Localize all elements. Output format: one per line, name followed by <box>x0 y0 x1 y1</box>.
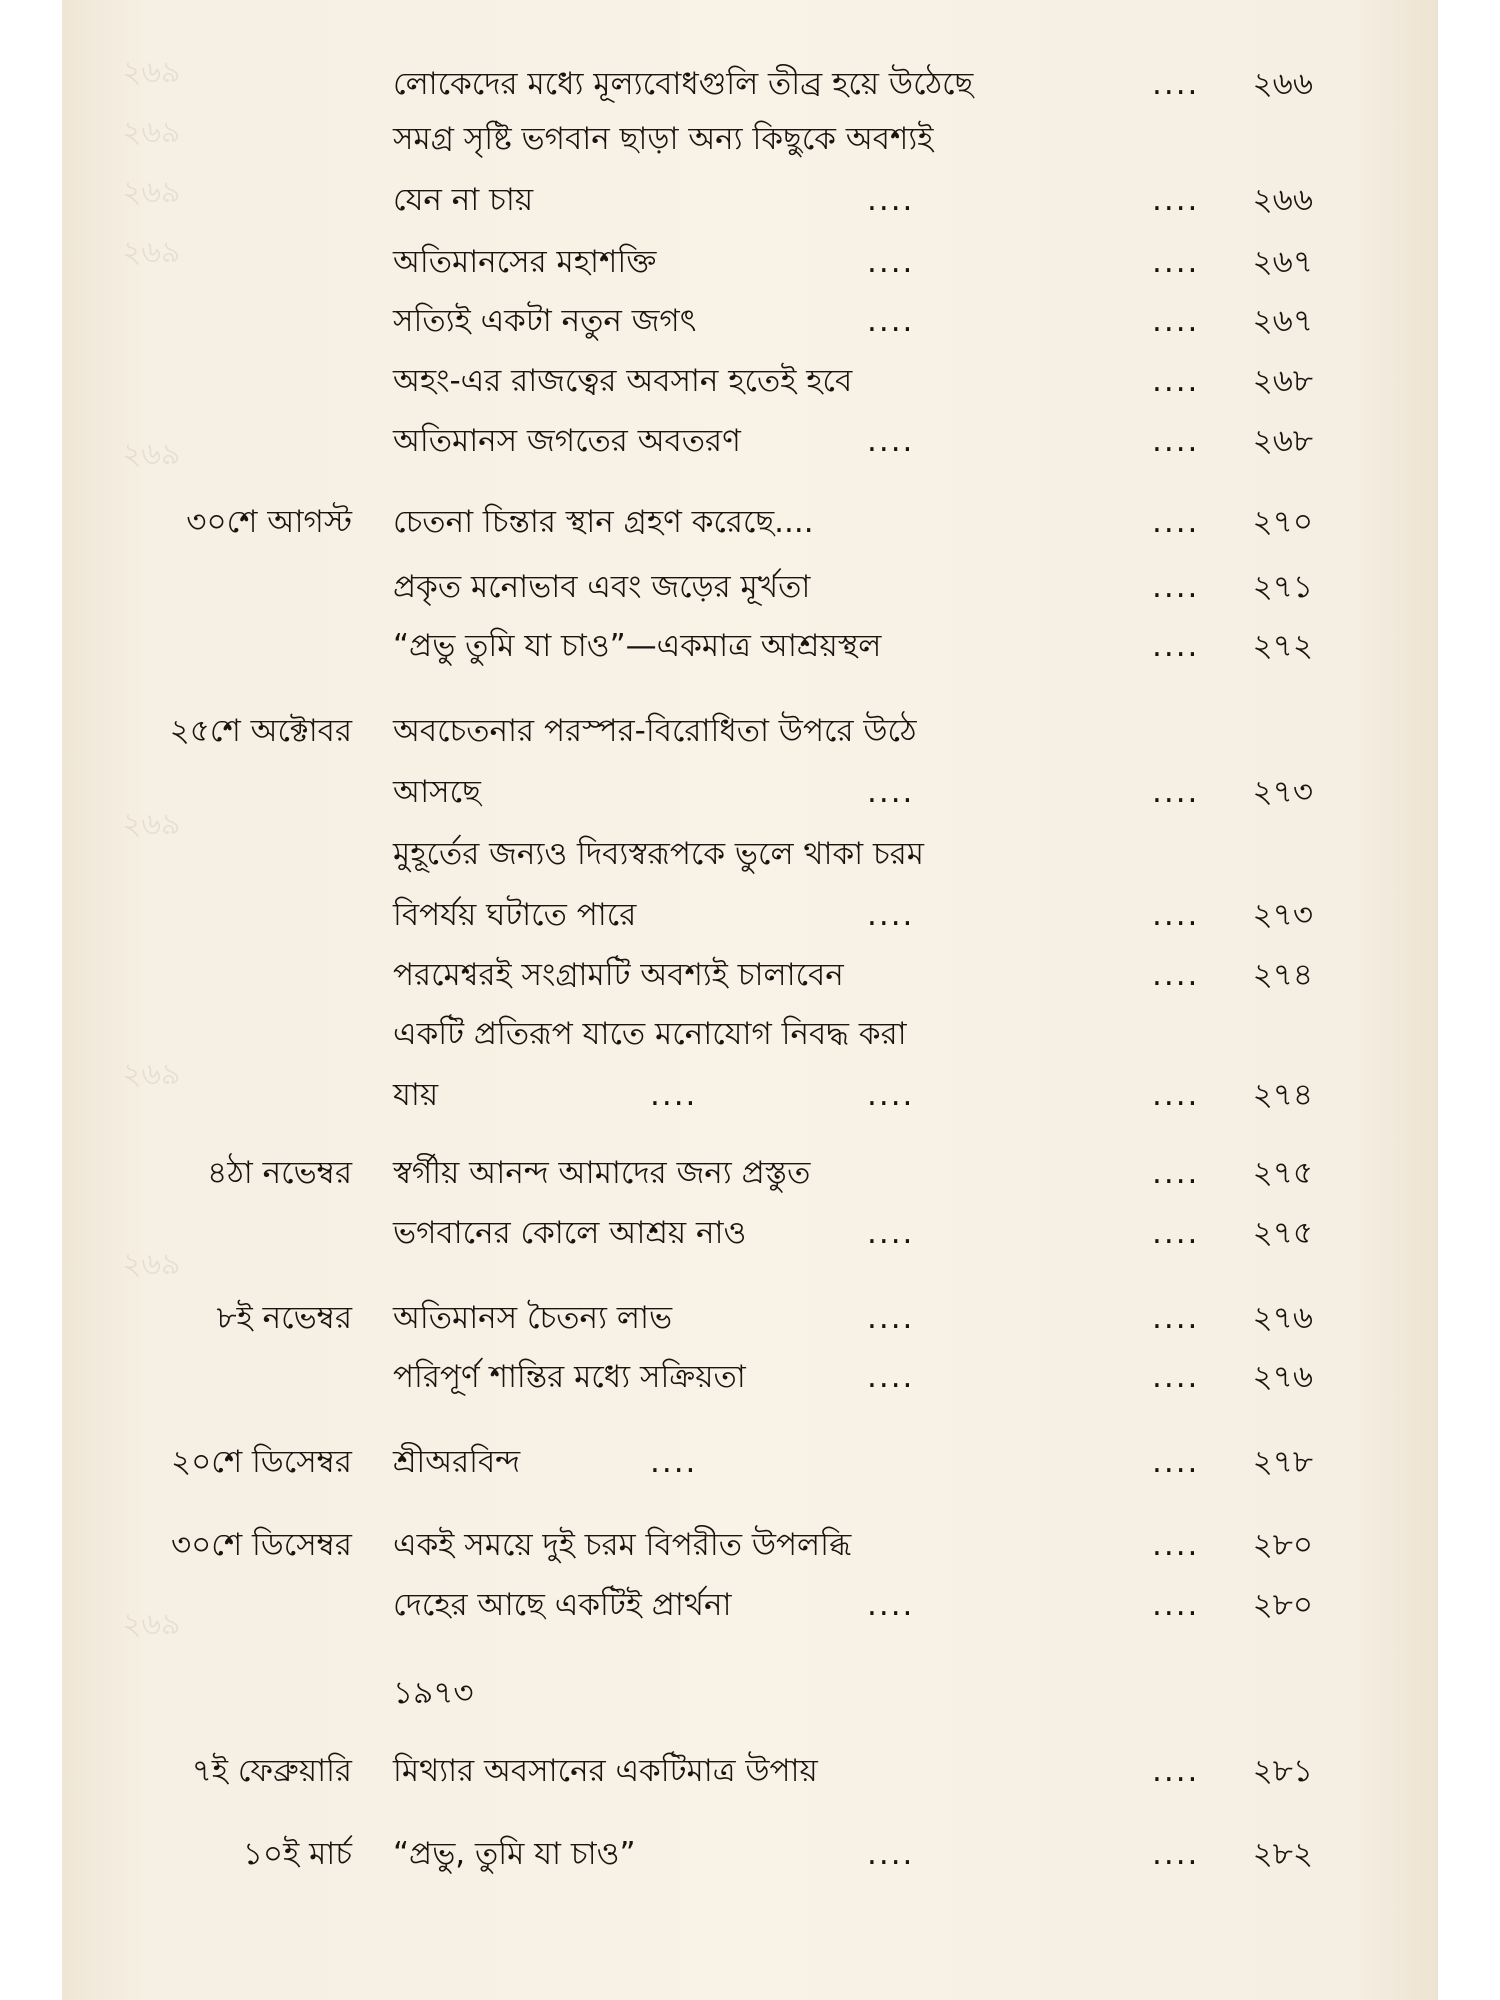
entry-title: ভগবানের কোলে আশ্রয় নাও <box>393 1215 747 1251</box>
entry-title: একটি প্রতিরূপ যাতে মনোযোগ নিবদ্ধ করা <box>393 1016 907 1052</box>
dot-leader: .... <box>867 1300 915 1336</box>
dot-leader: .... <box>1152 774 1200 810</box>
page-number: ২৭৩ <box>1252 897 1313 933</box>
toc-entry <box>0 1520 1500 1570</box>
entry-title: দেহের আছে একটিই প্রার্থনা <box>393 1587 732 1623</box>
entry-date: ৭ই ফেব্রুয়ারি <box>191 1753 352 1789</box>
dot-leader: .... <box>1152 182 1200 218</box>
bleed-through-text: ২৬৯ <box>122 1057 181 1092</box>
entry-date: ২৫শে অক্টোবর <box>169 713 352 749</box>
dot-leader: .... <box>1152 1587 1200 1623</box>
entry-date: ৮ই নভেম্বর <box>216 1300 352 1336</box>
dot-leader: .... <box>1152 1215 1200 1251</box>
entry-title-cont: যেন না চায় <box>393 182 534 218</box>
bleed-through-text: ২৬৯ <box>122 1607 181 1642</box>
page-number: ২৬৭ <box>1252 303 1313 339</box>
dot-leader: .... <box>1152 1155 1200 1191</box>
page-number: ২৬৭ <box>1252 244 1313 280</box>
entry-title: পরিপূর্ণ শান্তির মধ্যে সক্রিয়তা <box>393 1359 746 1395</box>
dot-leader: .... <box>1152 1527 1200 1563</box>
entry-date: ৪ঠা নভেম্বর <box>207 1155 352 1191</box>
toc-entry <box>0 237 1500 287</box>
page-number: ২৭৬ <box>1252 1359 1313 1395</box>
dot-leader: .... <box>1152 1359 1200 1395</box>
dot-leader: .... <box>1152 897 1200 933</box>
dot-leader: .... <box>1152 423 1200 459</box>
bleed-through-text: ২৬৯ <box>122 437 181 472</box>
dot-leader: .... <box>650 1077 698 1113</box>
entry-date: ৩০শে আগস্ট <box>186 504 352 540</box>
toc-entry <box>0 1746 1500 1796</box>
dot-leader: .... <box>1152 303 1200 339</box>
entry-title: “প্রভু তুমি যা চাও”—একমাত্র আশ্রয়স্থল <box>393 628 882 664</box>
page-number: ২৮২ <box>1252 1836 1313 1872</box>
toc-entry <box>0 621 1500 671</box>
bleed-through-text: ২৬৯ <box>122 55 181 90</box>
entry-date: ৩০শে ডিসেম্বর <box>170 1527 352 1563</box>
dot-leader: .... <box>1152 363 1200 399</box>
toc-entry <box>0 829 1500 933</box>
toc-entry <box>0 1148 1500 1198</box>
entry-title: মুহূর্তের জন্যও দিব্যস্বরূপকে ভুলে থাকা চরম <box>393 836 924 872</box>
toc-entry <box>0 416 1500 466</box>
dot-leader: .... <box>1152 504 1200 540</box>
page-number: ২৭৮ <box>1252 1444 1313 1480</box>
entry-title-cont: আসছে <box>393 774 481 810</box>
dot-leader: .... <box>867 423 915 459</box>
entry-title: শ্রীঅরবিন্দ <box>393 1444 521 1480</box>
dot-leader: .... <box>1152 628 1200 664</box>
toc-entry <box>0 706 1500 810</box>
entry-title: অতিমানস চৈতন্য লাভ <box>393 1300 673 1336</box>
dot-leader: .... <box>867 303 915 339</box>
page-number: ২৭৪ <box>1252 1077 1313 1113</box>
dot-leader: .... <box>1152 569 1200 605</box>
toc-entry <box>0 1580 1500 1630</box>
bleed-through-text: ২৬৯ <box>122 807 181 842</box>
entry-title-cont: বিপর্যয় ঘটাতে পারে <box>393 897 637 933</box>
page-number: ২৭০ <box>1252 504 1313 540</box>
page-number: ২৭৪ <box>1252 957 1313 993</box>
entry-title: অতিমানস জগতের অবতরণ <box>393 423 741 459</box>
entry-date: ২০শে ডিসেম্বর <box>170 1444 352 1480</box>
dot-leader: .... <box>1152 244 1200 280</box>
dot-leader: .... <box>867 774 915 810</box>
dot-leader: .... <box>1152 1300 1200 1336</box>
toc-entry <box>0 497 1500 547</box>
entry-title-cont: যায় <box>393 1077 439 1113</box>
dot-leader: .... <box>867 244 915 280</box>
dot-leader: .... <box>1152 1836 1200 1872</box>
dot-leader: .... <box>650 1444 698 1480</box>
dot-leader: .... <box>1152 1077 1200 1113</box>
bleed-through-text: ২৬৯ <box>122 175 181 210</box>
entry-title: প্রকৃত মনোভাব এবং জড়ের মূর্খতা <box>393 569 811 605</box>
dot-leader: .... <box>867 1836 915 1872</box>
toc-entry <box>0 950 1500 1000</box>
page-number: ২৭২ <box>1252 628 1313 664</box>
dot-leader: .... <box>867 1215 915 1251</box>
entry-title: অতিমানসের মহাশক্তি <box>393 244 657 280</box>
toc-entry <box>0 562 1500 612</box>
page-number: ২৮১ <box>1252 1753 1313 1789</box>
page-number: ২৬৮ <box>1252 363 1313 399</box>
dot-leader: .... <box>867 182 915 218</box>
page-number: ২৮০ <box>1252 1527 1313 1563</box>
bleed-through-text: ২৬৯ <box>122 115 181 150</box>
toc-entry <box>0 1352 1500 1402</box>
dot-leader: .... <box>1152 66 1200 102</box>
toc-entry <box>0 59 1500 109</box>
dot-leader: .... <box>867 1587 915 1623</box>
dot-leader: .... <box>1152 1753 1200 1789</box>
page-number: ২৬৬ <box>1252 66 1313 102</box>
page-number: ২৭৩ <box>1252 774 1313 810</box>
toc-entry <box>0 1208 1500 1258</box>
entry-title: একই সময়ে দুই চরম বিপরীত উপলব্ধি <box>393 1527 852 1563</box>
page-number: ২৭৬ <box>1252 1300 1313 1336</box>
bleed-through-text: ২৬৯ <box>122 1247 181 1282</box>
entry-title: লোকেদের মধ্যে মূল্যবোধগুলি তীব্র হয়ে উঠেছে <box>393 66 974 102</box>
dot-leader: .... <box>1152 957 1200 993</box>
toc-entry <box>0 1437 1500 1487</box>
toc-entry <box>0 356 1500 406</box>
page-number: ২৬৮ <box>1252 423 1313 459</box>
page-number: ২৮০ <box>1252 1587 1313 1623</box>
entry-title: মিথ্যার অবসানের একটিমাত্র উপায় <box>393 1753 818 1789</box>
entry-title: চেতনা চিন্তার স্থান গ্রহণ করেছে.... <box>393 504 814 540</box>
page-number: ২৭৫ <box>1252 1215 1313 1251</box>
dot-leader: .... <box>867 897 915 933</box>
entry-title: অবচেতনার পরস্পর-বিরোধিতা উপরে উঠে <box>393 713 917 749</box>
entry-title: সমগ্র সৃষ্টি ভগবান ছাড়া অন্য কিছুকে অবশ্যই <box>393 121 934 157</box>
year-heading: ১৯৭৩ <box>393 1675 474 1711</box>
bleed-through-text: ২৬৯ <box>122 235 181 270</box>
dot-leader: .... <box>1152 1444 1200 1480</box>
entry-title: অহং-এর রাজত্বের অবসান হতেই হবে <box>393 363 853 399</box>
dot-leader: .... <box>867 1359 915 1395</box>
entry-date: ১০ই মার্চ <box>242 1836 352 1872</box>
entry-title: পরমেশ্বরই সংগ্রামটি অবশ্যই চালাবেন <box>393 957 844 993</box>
toc-entry <box>0 296 1500 346</box>
entry-title: স্বর্গীয় আনন্দ আমাদের জন্য প্রস্তুত <box>393 1155 811 1191</box>
page-number: ২৭১ <box>1252 569 1313 605</box>
page-number: ২৭৫ <box>1252 1155 1313 1191</box>
page-number: ২৬৬ <box>1252 182 1313 218</box>
entry-title: সত্যিই একটা নতুন জগৎ <box>393 303 697 339</box>
toc-entry <box>0 1829 1500 1879</box>
dot-leader: .... <box>867 1077 915 1113</box>
toc-entry <box>0 1293 1500 1343</box>
entry-title: “প্রভু, তুমি যা চাও” <box>393 1836 636 1872</box>
